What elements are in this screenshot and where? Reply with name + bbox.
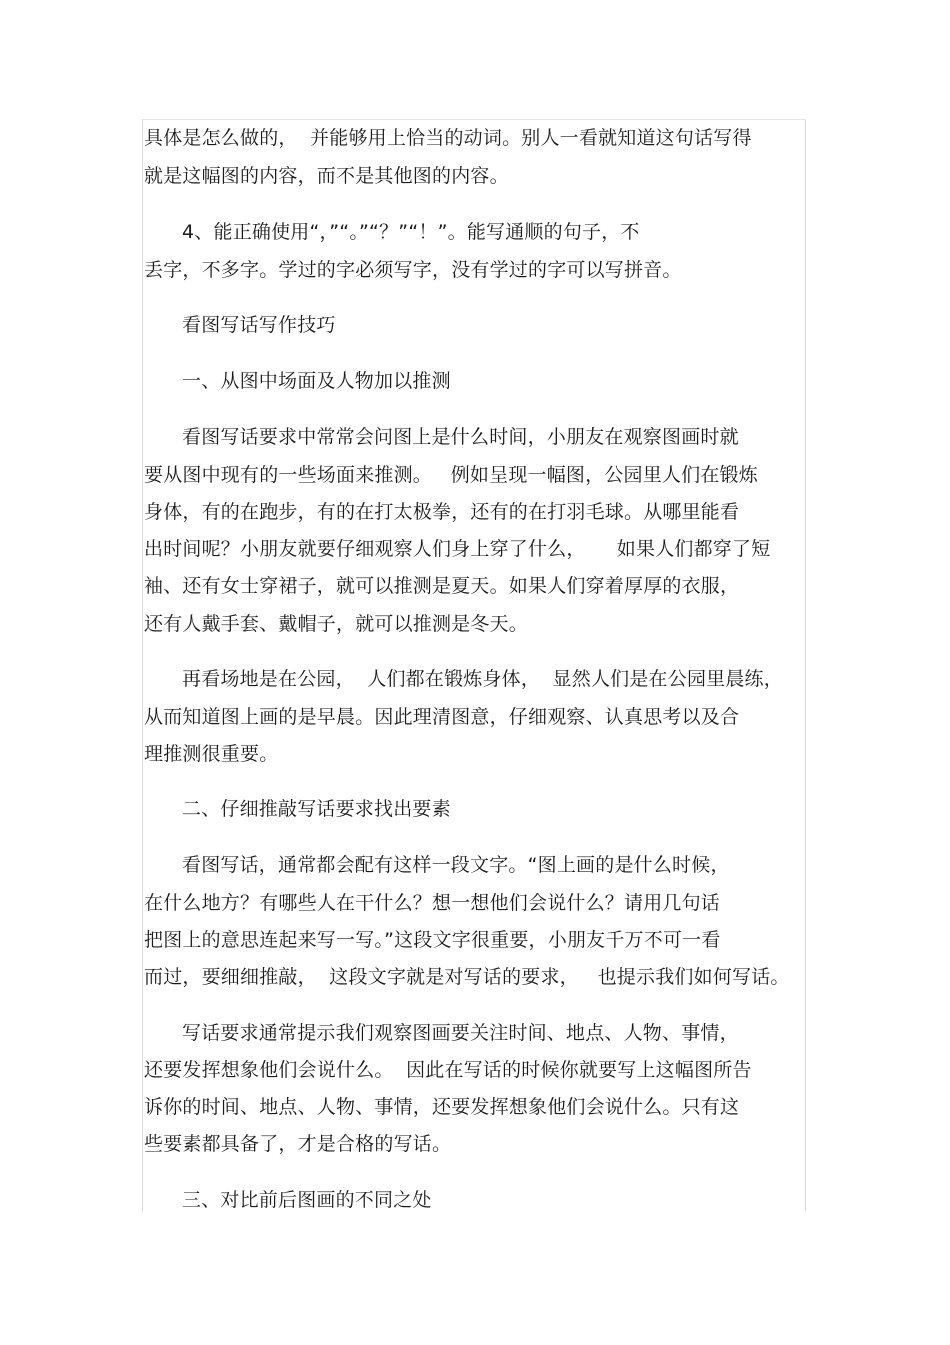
text-line: 而过，要细细推敲， 这段文字就是对写话的要求， 也提示我们如何写话。 — [144, 966, 790, 988]
text-line: 理推测很重要。 — [144, 743, 279, 765]
text-line: 还有人戴手套、戴帽子，就可以推测是冬天。 — [144, 613, 529, 635]
text-line: 从而知道图上画的是早晨。因此理清图意，仔细观察、认真思考以及合 — [144, 706, 740, 728]
text-line: 些要素都具备了，才是合格的写话。 — [144, 1133, 452, 1155]
section-heading: 三、对比前后图画的不同之处 — [182, 1189, 432, 1211]
text-line: 再看场地是在公园， 人们都在锻炼身体， 显然人们是在公园里晨练， — [182, 668, 783, 690]
text-line: 身体，有的在跑步，有的在打太极拳，还有的在打羽毛球。从哪里能看 — [144, 501, 740, 523]
text-line: 袖、还有女士穿裙子，就可以推测是夏天。如果人们穿着厚厚的衣服， — [144, 575, 740, 597]
text-line: 就是这幅图的内容，而不是其他图的内容。 — [144, 165, 509, 187]
text-line: 4、能正确使用“，”“。”“？”“！”。能写通顺的句子，不 — [182, 221, 640, 243]
text-line: 把图上的意思连起来写一写。”这段文字很重要，小朋友千万不可一看 — [144, 929, 721, 951]
section-heading: 二、仔细推敲写话要求找出要素 — [182, 798, 451, 820]
text-line: 看图写话要求中常常会问图上是什么时间，小朋友在观察图画时就 — [182, 426, 739, 448]
text-line: 要从图中现有的一些场面来推测。 例如呈现一幅图，公园里人们在锻炼 — [144, 464, 758, 486]
text-line: 诉你的时间、地点、人物、事情，还要发挥想象他们会说什么。只有这 — [144, 1096, 740, 1118]
section-title: 看图写话写作技巧 — [182, 314, 336, 336]
section-heading: 一、从图中场面及人物加以推测 — [182, 370, 451, 392]
page-border — [142, 119, 806, 1211]
text-line: 写话要求通常提示我们观察图画要关注时间、地点、人物、事情， — [182, 1022, 739, 1044]
text-line: 出时间呢？小朋友就要仔细观察人们身上穿了什么， 如果人们都穿了短 — [144, 538, 771, 560]
text-line: 看图写话，通常都会配有这样一段文字。“图上画的是什么时候， — [182, 854, 730, 876]
text-line: 具体是怎么做的， 并能够用上恰当的动词。别人一看就知道这句话写得 — [144, 127, 752, 149]
text-line: 丢字，不多字。学过的字必须写字，没有学过的字可以写拼音。 — [144, 259, 682, 281]
text-line: 还要发挥想象他们会说什么。 因此在写话的时候你就要写上这幅图所告 — [144, 1059, 752, 1081]
text-line: 在什么地方？有哪些人在干什么？想一想他们会说什么？请用几句话 — [144, 892, 721, 914]
